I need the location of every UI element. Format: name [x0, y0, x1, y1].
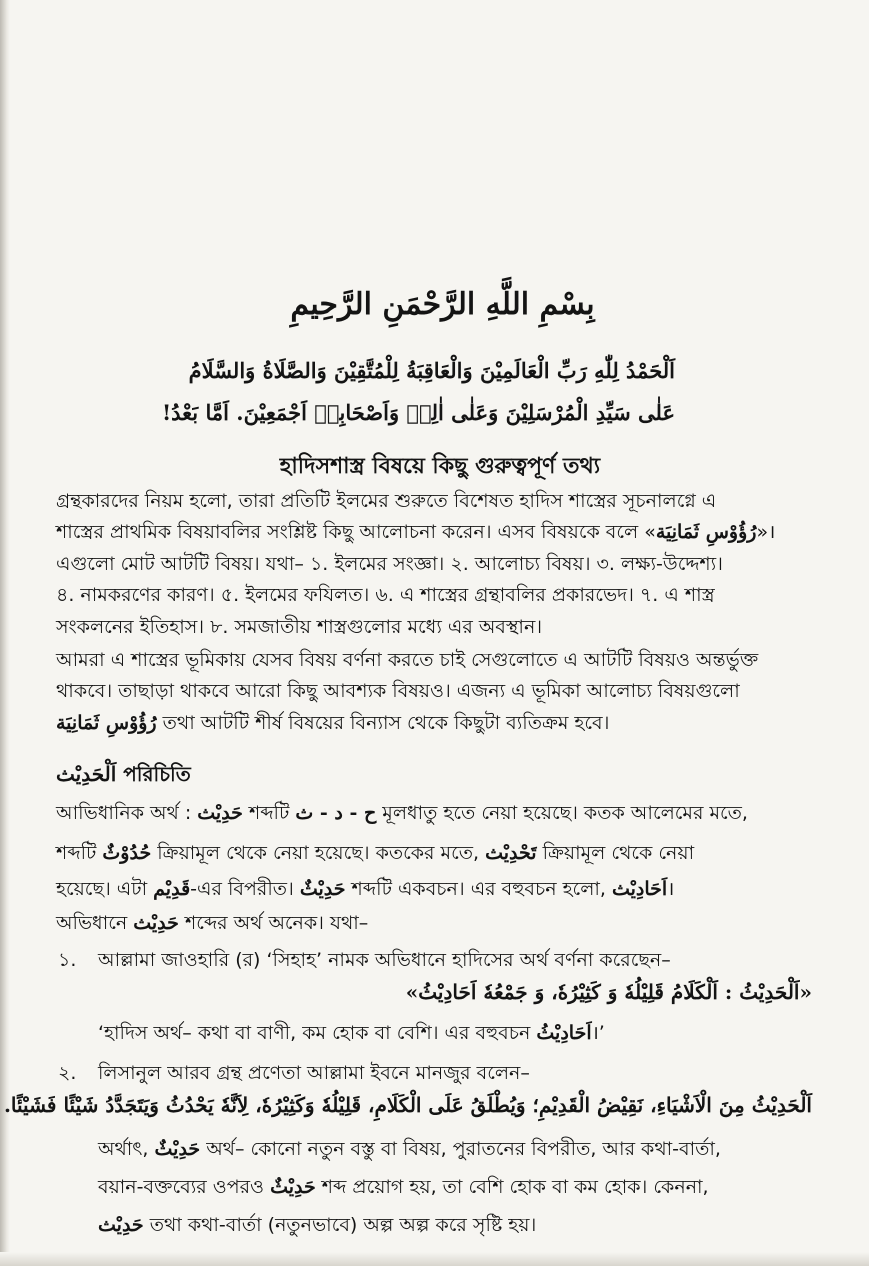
item-1-translation-arabic: اَحَادِيْثُ — [536, 1022, 592, 1044]
intro-line-8-text: তথা আটটি শীর্ষ বিষয়ের বিন্যাস থেকে কিছুটা ব্যতিক্রম হবে। — [156, 712, 610, 734]
item-2-line-3-arabic: حَدِيْث — [98, 1214, 144, 1236]
lexical-line-2-arabic-1: حُدُوْثٌ — [102, 842, 152, 864]
intro-line-2-end: »। — [756, 521, 776, 543]
item-2-line-2-arabic: حَدِيْثٌ — [270, 1176, 316, 1198]
lexical-line-1 — [56, 798, 812, 828]
item-1-text: আল্লামা জাওহারি (র) ‘সিহাহ’ নামক অভিধানে হাদিসের অর্থ বর্ণনা করেছেন– — [98, 949, 671, 971]
arabic-intro-line-1: اَلْحَمْدُ لِلّٰهِ رَبِّ الْعَالَمِيْنَ وَالْعَاقِبَةُ لِلْمُتَّقِيْنَ وَالصَّلَاةُ وَالسَّلَامُ — [188, 358, 675, 383]
item-2-number: ২. — [58, 1062, 77, 1084]
page-edge-shadow — [0, 0, 10, 1266]
lexical-line-4-end: শব্দের অর্থ অনেক। যথা– — [178, 912, 369, 934]
lexical-line-3-arabic-3: اَحَادِيْث — [611, 878, 668, 900]
intro-line-5: সংকলনের ইতিহাস। ৮. সমজাতীয় শাস্ত্রগুলোর মধ্যে এর অবস্থান। — [56, 616, 543, 638]
lexical-line-2-end: ক্রিয়ামূল থেকে নেয়া — [536, 842, 695, 864]
lexical-line-3-mid-2: শব্দটি একবচন। এর বহুবচন হলো, — [345, 878, 612, 900]
lexical-line-2 — [56, 838, 812, 868]
arabic-intro-line-2: عَلٰى سَيِّدِ الْمُرْسَلِيْنَ وَعَلٰى اٰلِهٖ وَاَصْحَابِهٖ اَجْمَعِيْنَ. اَمَّا بَعْدُ! — [161, 400, 675, 425]
item-1-number: ১. — [58, 949, 77, 971]
lexical-line-1-arabic-2: ح - د - ث — [295, 802, 377, 824]
item-2-line-1-lead: অর্থাৎ, — [98, 1138, 155, 1160]
section-heading — [56, 760, 191, 793]
intro-line-4: ৪. নামকরণের কারণ। ৫. ইলমের ফযিলত। ৬. এ শাস্ত্রের গ্রন্থাবলির প্রকারভেদ। ৭. এ শাস্ত্র — [56, 584, 715, 606]
lexical-line-3-arabic-1: قَدِيْم — [153, 878, 191, 900]
lexical-line-3-arabic-2: حَدِيْثٌ — [299, 878, 346, 900]
item-1-translation — [98, 1018, 812, 1048]
item-2-translation-line-3 — [98, 1210, 812, 1240]
lexical-line-3-mid-1: -এর বিপরীত। — [190, 878, 300, 900]
lexical-line-1-end: মূলধাতু হতে নেয়া হয়েছে। কতক আলেমের মতে, — [376, 802, 748, 824]
item-2-line-2-end: শব্দ প্রয়োগ হয়, তা বেশি হোক বা কম হোক। কেননা, — [315, 1176, 709, 1198]
item-1-translation-end: ।’ — [591, 1022, 605, 1044]
lexical-line-2-arabic-2: تَحْدِيْث — [485, 842, 537, 864]
intro-line-2: শাস্ত্রের প্রাথমিক বিষয়াবলির সংশ্লিষ্ট কিছু আলোচনা করেন। এসব বিষয়কে বলে «رُؤُوْسِ ثَمَانِيَة»। — [56, 521, 776, 543]
lexical-line-2-lead: শব্দটি — [56, 842, 103, 864]
lexical-line-1-lead: আভিধানিক অর্থ : — [56, 802, 198, 824]
item-2-translation-line-2 — [98, 1172, 812, 1202]
lexical-line-3 — [56, 874, 812, 904]
lexical-line-4 — [56, 908, 812, 938]
page-heading: হাদিসশাস্ত্র বিষয়ে কিছু গুরুত্বপূর্ণ তথ্য — [279, 454, 601, 479]
item-2-line-3-end: তথা কথা-বার্তা (নতুনভাবে) অল্প অল্প করে সৃষ্টি হয়। — [143, 1214, 537, 1236]
intro-line-8 — [56, 708, 812, 738]
intro-line-2-text: শাস্ত্রের প্রাথমিক বিষয়াবলির সংশ্লিষ্ট কিছু আলোচনা করেন। এসব বিষয়কে বলে — [56, 521, 645, 543]
lexical-line-3-end: । — [667, 878, 675, 900]
intro-line-7: থাকবে। তাছাড়া থাকবে আরো কিছু আবশ্যক বিষয়ও। এজন্য এ ভূমিকা আলোচ্য বিষয়গুলো — [56, 680, 740, 702]
lexical-line-3-lead: হয়েছে। এটা — [56, 878, 154, 900]
lexical-line-1-mid: শব্দটি — [242, 802, 296, 824]
item-2-arabic-quote: اَلْحَدِيْثُ مِنَ الْاَشْيَاءِ، نَقِيْضُ الْقَدِيْمِ؛ وَيُطْلَقُ عَلَى الْكَلَامِ، قَلِيْلُهٗ وَكَثِيْرُهٗ، لِاَنَّهٗ يَحْدُثُ وَيَتَجَدَّدُ شَيْئًا فَشَيْئًا. — [3, 1093, 812, 1117]
lexical-line-4-arabic: حَدِيْث — [133, 912, 179, 934]
lexical-line-1-arabic-1: حَدِيْث — [197, 802, 243, 824]
lexical-line-4-lead: অভিধানে — [56, 912, 134, 934]
item-2-translation-line-1 — [98, 1134, 812, 1164]
intro-line-1: গ্রন্থকারদের নিয়ম হলো, তারা প্রতিটি ইলমের শুরুতে বিশেষত হাদিস শাস্ত্রের সূচনালগ্নে এ — [56, 490, 717, 512]
intro-line-3: এগুলো মোট আটটি বিষয়। যথা– ১. ইলমের সংজ্ঞা। ২. আলোচ্য বিষয়। ৩. লক্ষ্য-উদ্দেশ্য। — [56, 553, 723, 575]
bismillah-calligraphy: بِسْمِ اللَّهِ الرَّحْمَنِ الرَّحِيمِ — [290, 287, 595, 322]
item-2-text: লিসানুল আরব গ্রন্থ প্রণেতা আল্লামা ইবনে মানজুর বলেন– — [98, 1062, 530, 1084]
intro-line-6: আমরা এ শাস্ত্রের ভূমিকায় যেসব বিষয় বর্ণনা করতে চাই সেগুলোতে এ আটটি বিষয়ও অন্তর্ভুক্ত — [56, 649, 759, 671]
item-2-line-1-end: অর্থ– কোনো নতুন বস্তু বা বিষয়, পুরাতনের বিপরীত, আর কথা-বার্তা, — [200, 1138, 721, 1160]
item-2-line-1-arabic: حَدِيْثٌ — [154, 1138, 201, 1160]
lexical-line-2-mid: ক্রিয়ামূল থেকে নেয়া হয়েছে। কতকের মতে, — [151, 842, 486, 864]
intro-line-2-arabic: رُؤُوْسِ ثَمَانِيَة — [655, 521, 757, 543]
item-1-translation-text: ‘হাদিস অর্থ– কথা বা বাণী, কম হোক বা বেশি। এর বহুবচন — [98, 1022, 537, 1044]
intro-line-8-arabic: رُؤُوْسِ ثَمَانِيَة — [56, 712, 157, 734]
page-bottom-shadow — [0, 1252, 869, 1266]
item-1-arabic-quote: «اَلْحَدِيْثُ : اَلْكَلَامُ قَلِيْلُهٗ وَ كَثِيْرُهٗ، وَ جَمْعُهٗ اَحَادِيْثُ» — [405, 980, 812, 1004]
item-2-line-2-lead: বয়ান-বক্তব্যের ওপরও — [98, 1176, 271, 1198]
section-heading-arabic: اَلْحَدِيْث — [56, 762, 117, 786]
section-heading-bangla: পরিচিতি — [116, 762, 191, 786]
